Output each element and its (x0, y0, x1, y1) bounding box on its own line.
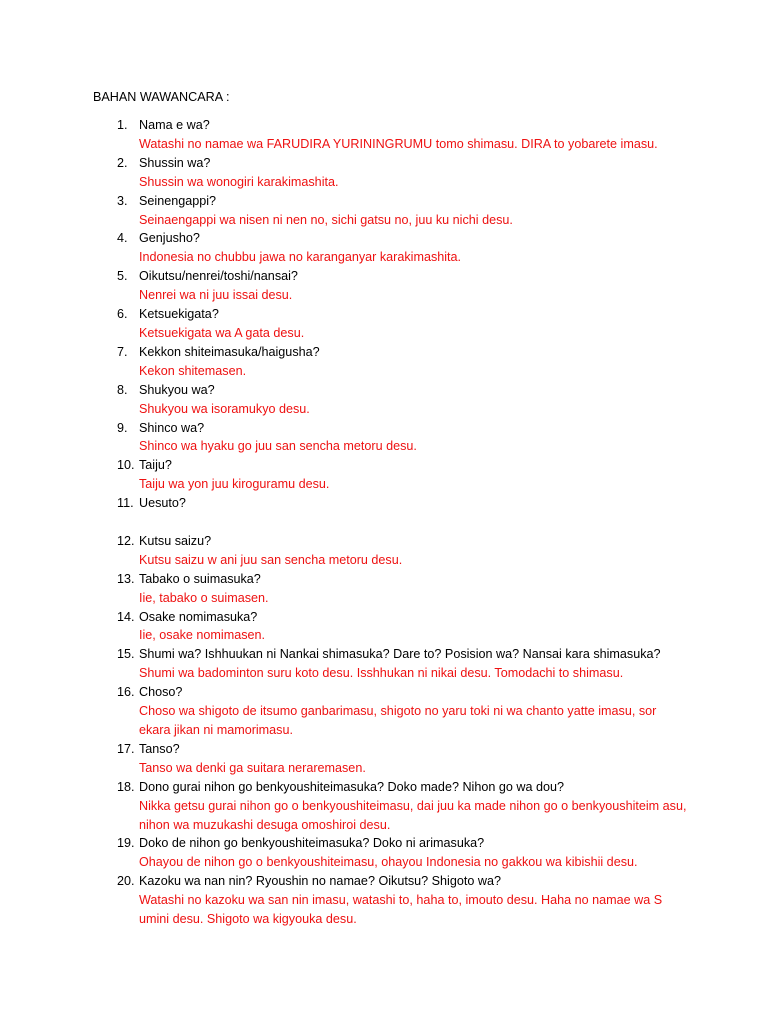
question-number: 3. (117, 193, 128, 208)
question-text: Ketsuekigata? (139, 307, 219, 322)
question-item-2 (0, 154, 768, 192)
question-text: Genjusho? (139, 231, 200, 246)
question-number: 18. (117, 779, 135, 794)
question-text: Osake nomimasuka? (139, 609, 258, 624)
answer-text: Iie, tabako o suimasen. (139, 590, 269, 605)
answer-text: Nikka getsu gurai nihon go o benkyoushiteimasu, dai juu ka made nihon go o benkyoushiteim asu, nihon wa muzukashi desuga omoshiroi desu. (139, 798, 687, 832)
question-text: Taiju? (139, 458, 172, 473)
question-number: 14. (117, 609, 135, 624)
question-number: 11. (117, 496, 134, 511)
question-item-3 (0, 192, 768, 230)
question-number: 15. (117, 647, 135, 662)
question-number: 2. (117, 155, 128, 170)
question-text: Nama e wa? (139, 118, 210, 132)
question-item-6 (0, 305, 768, 343)
question-item-15 (0, 645, 768, 683)
question-number: 5. (117, 269, 128, 284)
answer-text: Iie, osake nomimasen. (139, 628, 265, 643)
question-number: 13. (117, 571, 135, 586)
question-text: Kekkon shiteimasuka/haigusha? (139, 344, 320, 359)
question-item-13 (0, 570, 768, 608)
answer-text: Watashi no kazoku wa san nin imasu, watashi to, haha to, imouto desu. Haha no namae wa S umini desu. Shigoto wa kigyouka desu. (139, 893, 663, 927)
question-text: Shinco wa? (139, 420, 205, 435)
question-text: Kutsu saizu? (139, 533, 212, 548)
answer-text: Tanso wa denki ga suitara neraremasen. (139, 760, 366, 775)
answer-text: Shumi wa badominton suru koto desu. Isshhukan ni nikai desu. Tomodachi to shimasu. (139, 666, 624, 681)
question-text: Kazoku wa nan nin? Ryoushin no namae? Oikutsu? Shigoto wa? (139, 874, 501, 889)
answer-text: Shussin wa wonogiri karakimashita. (139, 174, 339, 189)
interview-question-list (0, 116, 768, 929)
answer-text: Seinaengappi wa nisen ni nen no, sichi gatsu no, juu ku nichi desu. (139, 212, 513, 227)
answer-text: Shukyou wa isoramukyo desu. (139, 401, 310, 416)
question-text: Tanso? (139, 741, 180, 756)
question-number: 9. (117, 420, 128, 435)
question-text: Dono gurai nihon go benkyoushiteimasuka? Doko made? Nihon go wa dou? (139, 779, 564, 794)
question-item-16 (0, 683, 768, 740)
answer-text: Indonesia no chubbu jawa no karanganyar karakimashita. (139, 250, 462, 265)
answer-text: Kekon shitemasen. (139, 363, 247, 378)
document-title: BAHAN WAWANCARA : (93, 90, 230, 104)
question-item-14 (0, 608, 768, 646)
question-text: Oikutsu/nenrei/toshi/nansai? (139, 269, 298, 284)
question-item-8 (0, 381, 768, 419)
question-number: 6. (117, 307, 128, 322)
question-text: Shumi wa? Ishhuukan ni Nankai shimasuka? Dare to? Posision wa? Nansai kara shimasuka? (139, 647, 661, 662)
question-item-20 (0, 872, 768, 929)
question-number: 19. (117, 836, 135, 851)
question-item-11 (0, 494, 768, 532)
question-text: Shukyou wa? (139, 382, 215, 397)
question-item-4 (0, 229, 768, 267)
answer-text: Watashi no namae wa FARUDIRA YURININGRUMU tomo shimasu. DIRA to yobarete imasu. (139, 136, 658, 151)
question-text: Seinengappi? (139, 193, 217, 208)
question-item-5 (0, 267, 768, 305)
answer-text: Kutsu saizu w ani juu san sencha metoru desu. (139, 552, 403, 567)
answer-text-empty (139, 513, 688, 532)
answer-text: Choso wa shigoto de itsumo ganbarimasu, shigoto no yaru toki ni wa chanto yatte imasu, sor ekara jikan ni mamorimasu. (139, 704, 657, 737)
question-number: 10. (117, 458, 135, 473)
question-number: 12. (117, 533, 135, 548)
answer-text: Ketsuekigata wa A gata desu. (139, 325, 305, 340)
question-number: 8. (117, 382, 128, 397)
answer-text: Nenrei wa ni juu issai desu. (139, 288, 293, 303)
question-text: Tabako o suimasuka? (139, 571, 261, 586)
question-item-19 (0, 834, 768, 872)
question-number: 4. (117, 231, 128, 246)
answer-text: Ohayou de nihon go o benkyoushiteimasu, ohayou Indonesia no gakkou wa kibishii desu. (139, 855, 638, 870)
answer-text: Shinco wa hyaku go juu san sencha metoru desu. (139, 439, 417, 454)
question-item-1 (0, 116, 768, 154)
question-number: 1. (117, 118, 128, 132)
question-number: 17. (117, 741, 135, 756)
question-number: 20. (117, 874, 135, 889)
question-text: Uesuto? (139, 496, 186, 511)
question-text: Shussin wa? (139, 155, 211, 170)
question-item-7 (0, 343, 768, 381)
question-item-18 (0, 778, 768, 835)
question-item-9 (0, 419, 768, 457)
question-item-12 (0, 532, 768, 570)
question-text: Doko de nihon go benkyoushiteimasuka? Doko ni arimasuka? (139, 836, 485, 851)
question-number: 16. (117, 685, 135, 700)
answer-text: Taiju wa yon juu kiroguramu desu. (139, 477, 330, 492)
question-number: 7. (117, 344, 128, 359)
question-text: Choso? (139, 685, 183, 700)
question-item-17 (0, 740, 768, 778)
question-item-10 (0, 456, 768, 494)
